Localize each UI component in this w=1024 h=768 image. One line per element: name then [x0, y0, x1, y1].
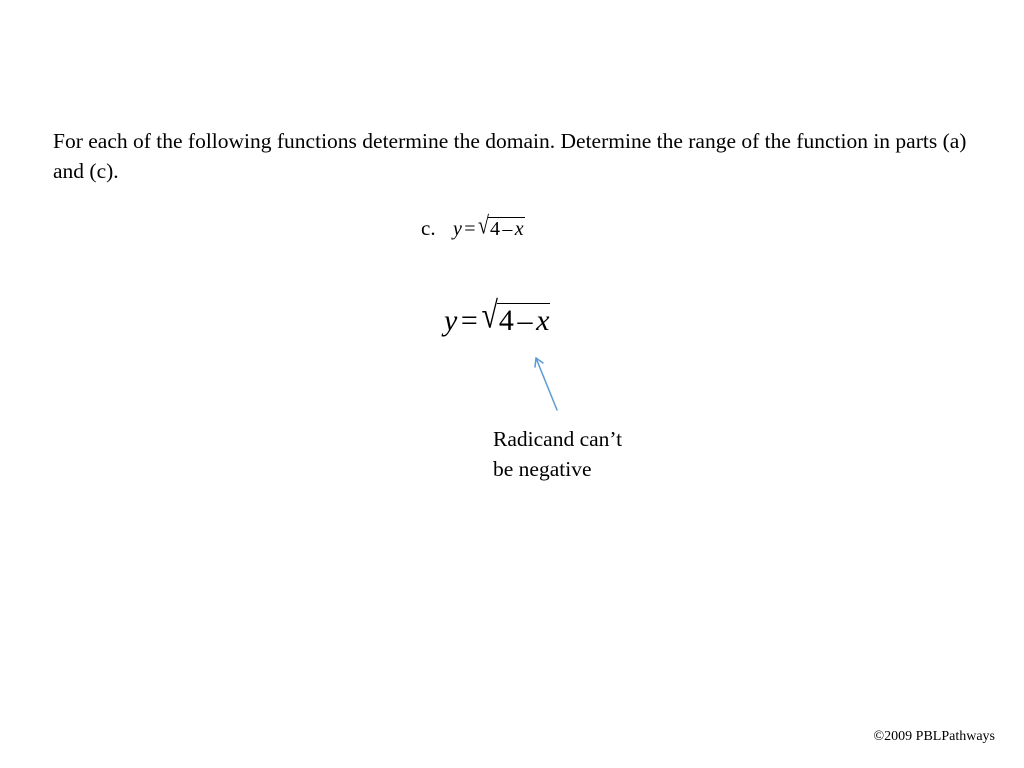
- equation-lhs: y: [453, 218, 462, 240]
- minus-sign: –: [502, 218, 513, 240]
- annotation-line-2: be negative: [493, 457, 592, 481]
- equation-lhs: y: [444, 304, 458, 337]
- radicand: [497, 303, 551, 337]
- equals-sign: =: [464, 218, 476, 240]
- copyright-text: ©2009 PBLPathways: [873, 729, 995, 744]
- radicand: [488, 217, 525, 240]
- annotation-line-1: Radicand can’t: [493, 427, 623, 451]
- square-root: [477, 212, 525, 242]
- equation-large: [444, 295, 550, 340]
- radical-sign-icon: √: [481, 295, 498, 337]
- radicand-annotation: [493, 424, 622, 484]
- square-root: [481, 295, 550, 340]
- minus-sign: –: [517, 304, 533, 337]
- equation-small: [453, 212, 525, 242]
- radical-sign-icon: √: [477, 212, 489, 240]
- radicand-number: 4: [489, 218, 500, 240]
- radicand-variable: x: [536, 304, 550, 337]
- arrow-icon: [520, 350, 570, 420]
- instructions-text: For each of the following functions determine the domain. Determine the range of the function in parts (a) and (c).: [53, 129, 967, 183]
- equals-sign: =: [460, 304, 478, 337]
- part-label: c.: [421, 216, 436, 240]
- radicand-variable: x: [514, 218, 524, 240]
- radicand-number: 4: [498, 304, 514, 337]
